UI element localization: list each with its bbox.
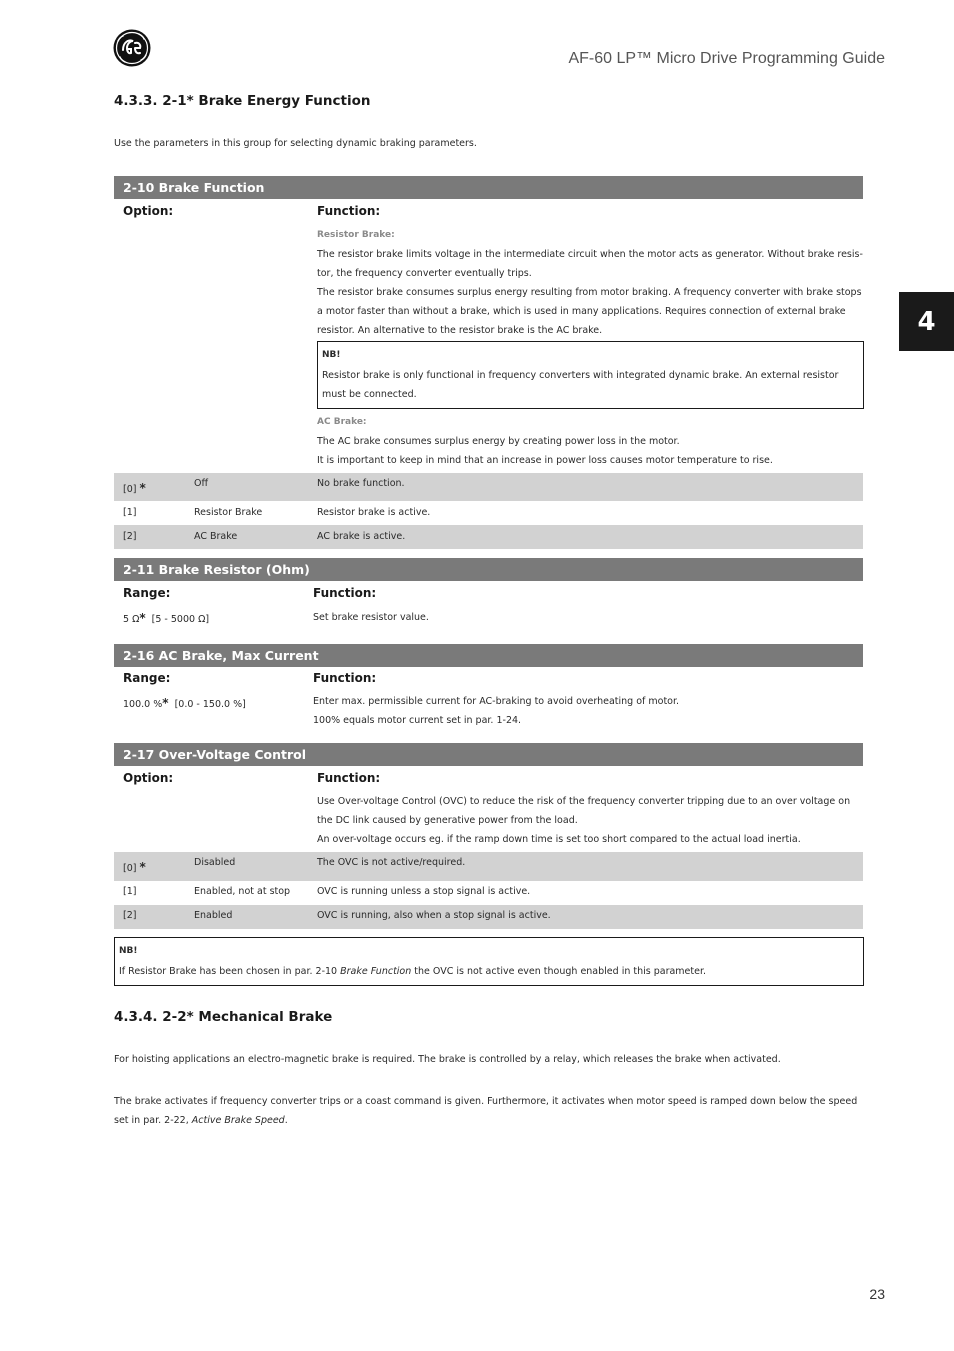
section-intro-433: Use the parameters in this group for selecting dynamic braking parameters. [114,138,477,149]
parameter-header-2-17: 2-17 Over-Voltage Control [114,743,863,766]
parameter-description-2-10 [317,226,863,340]
document-title: AF-60 LP™ Micro Drive Programming Guide [568,50,885,67]
description-line-1: Use Over-voltage Control (OVC) to reduce the risk of the frequency converter tripping due to an over voltage on the DC link caused by generative power from the load. [317,796,851,826]
option-description: OVC is running, also when a stop signal is active. [317,910,551,921]
option-description: Resistor brake is active. [317,507,431,518]
option-row-2-10-1 [114,501,863,525]
page-number: 23 [869,1286,885,1302]
option-description: AC brake is active. [317,531,406,542]
note-text: Resistor brake is only functional in frequency converters with integrated dynamic brake. An external resistor must be connected. [322,369,839,400]
option-description: No brake function. [317,478,405,489]
option-index: [0] * [123,860,146,874]
note-box-2-17 [114,937,864,986]
ac-brake-label: AC Brake: [317,417,367,427]
column-label-range: Range: [123,586,171,600]
parameter-header-2-10: 2-10 Brake Function [114,176,863,199]
option-name: Disabled [194,857,236,868]
section-paragraph-2: The brake activates if frequency converter trips or a coast command is given. Furthermore, it activates when motor speed is ramped down below the speed set in par. 2-22, Active Brake Speed. [114,1096,858,1126]
resistor-brake-label: Resistor Brake: [317,230,395,240]
option-name: Enabled, not at stop [194,886,291,897]
column-label-option: Option: [123,771,174,785]
ac-brake-text-2: It is important to keep in mind that an increase in power loss causes motor temperature to rise. [317,455,773,466]
option-index: [0] * [123,481,146,495]
parameter-description-2-16 [313,692,863,730]
note-box-2-10 [317,341,864,409]
parameter-description-2-17 [317,792,863,849]
note-title: NB! [119,946,138,956]
section-heading-434: 4.3.4. 2-2* Mechanical Brake [114,1009,333,1025]
note-title: NB! [322,350,341,360]
parameter-header-2-16: 2-16 AC Brake, Max Current [114,644,863,667]
description-line-2: 100% equals motor current set in par. 1-24. [313,715,522,726]
column-label-function: Function: [317,204,381,218]
section-paragraph-1: For hoisting applications an electro-magnetic brake is required. The brake is controlled by a relay, which releases the brake when activated. [114,1054,781,1065]
option-row-2-10-0 [114,473,863,501]
option-description: The OVC is not active/required. [317,857,466,868]
resistor-brake-text-1: The resistor brake limits voltage in the intermediate circuit when the motor acts as generator. Without brake resis- tor, the frequency converter eventually trips. [317,249,863,279]
ac-brake-text-1: The AC brake consumes surplus energy by creating power loss in the motor. [317,436,680,447]
option-index: [1] [123,507,137,518]
description-line-1: Enter max. permissible current for AC-braking to avoid overheating of motor. [313,696,680,707]
ge-logo-icon [113,29,151,67]
option-row-2-10-2 [114,525,863,549]
column-label-function: Function: [313,671,377,685]
column-label-function: Function: [317,771,381,785]
description-line-2: An over-voltage occurs eg. if the ramp down time is set too short compared to the actual load inertia. [317,834,801,845]
section-heading-433: 4.3.3. 2-1* Brake Energy Function [114,93,371,109]
ac-brake-description [317,413,863,470]
option-description: OVC is running unless a stop signal is active. [317,886,531,897]
option-index: [1] [123,886,137,897]
column-label-option: Option: [123,204,174,218]
chapter-tab: 4 [899,292,954,351]
option-index: [2] [123,910,137,921]
option-row-2-17-2 [114,905,863,929]
option-index: [2] [123,531,137,542]
option-row-2-17-0 [114,852,863,881]
range-value-2-16: 100.0 %* [0.0 - 150.0 %] [123,696,246,710]
range-value-2-11: 5 Ω* [5 - 5000 Ω] [123,611,210,625]
parameter-header-2-11: 2-11 Brake Resistor (Ohm) [114,558,863,581]
option-name: Enabled [194,910,233,921]
column-label-function: Function: [313,586,377,600]
resistor-brake-text-2: The resistor brake consumes surplus energy resulting from motor braking. A frequency converter with brake stops a motor faster than without a brake, which is used in many applications. Requires connection of external brake resistor. An alternative to the resistor brake is the AC brake. [317,287,862,336]
parameter-description-2-11: Set brake resistor value. [313,612,429,623]
option-name: AC Brake [194,531,238,542]
column-label-range: Range: [123,671,171,685]
option-row-2-17-1 [114,881,863,905]
option-name: Off [194,478,209,489]
note-text: If Resistor Brake has been chosen in par. 2-10 Brake Function the OVC is not active even though enabled in this parameter. [119,965,707,977]
option-name: Resistor Brake [194,507,263,518]
